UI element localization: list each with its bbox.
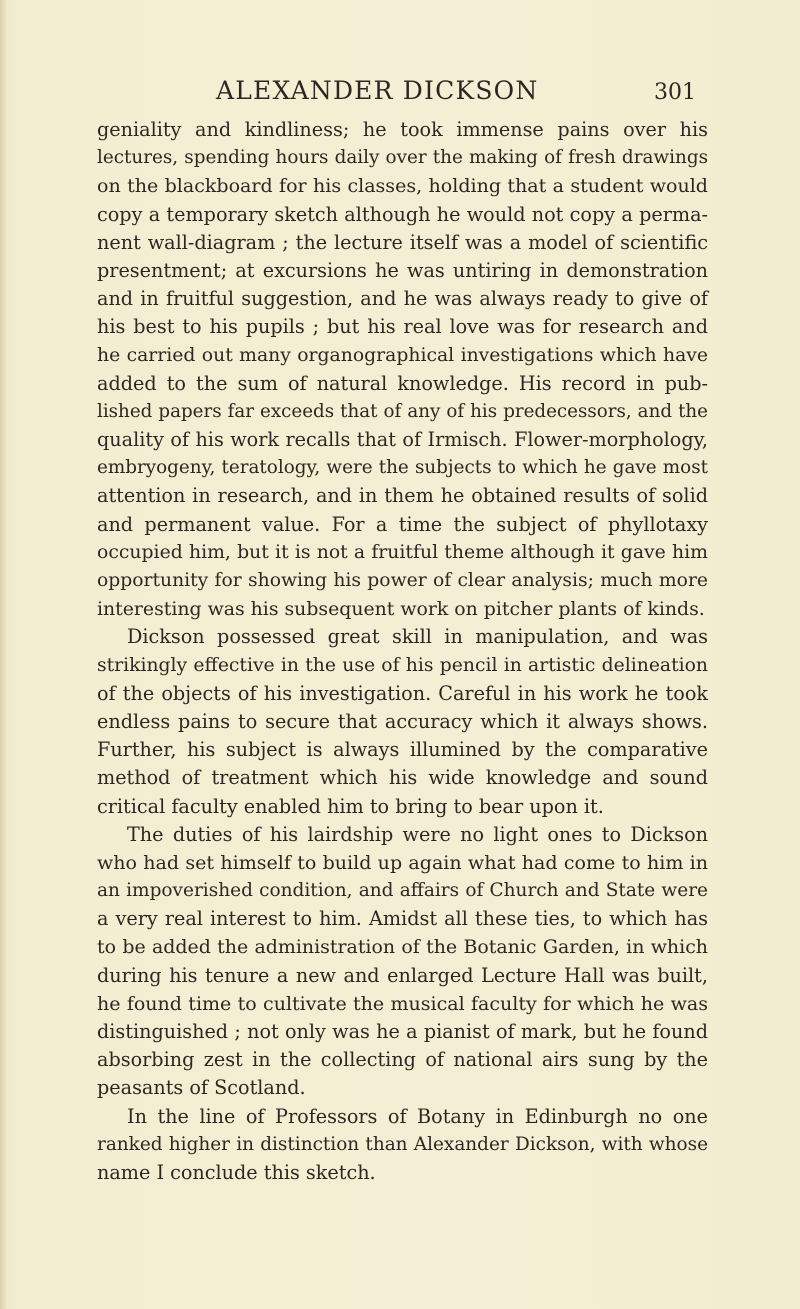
text-line: lished papers far exceeds that of any of his predecessors, and the [97,400,708,422]
text-line: strikingly effective in the use of his pencil in artistic delineation [97,654,708,676]
text-line: ranked higher in distinction than Alexander Dickson, with whose [97,1133,708,1155]
text-line: distinguished ; not only was he a pianist of mark, but he found [97,1020,708,1043]
text-line: during his tenure a new and enlarged Lecture Hall was built, [97,963,708,987]
text-line: who had set himself to build up again what had come to him in [97,851,708,874]
paragraph-end-line: critical faculty enabled him to bring to bear upon it. [97,794,604,818]
text-line: his best to his pupils ; but his real love was for research and [97,315,708,339]
text-line: he found time to cultivate the musical faculty for which he was [97,992,708,1015]
paragraph-end-line: peasants of Scotland. [97,1076,306,1100]
text-line: and permanent value. For a time the subject of phyllotaxy [97,512,708,536]
text-line: nent wall-diagram ; the lecture itself was a model of scientific [97,230,708,254]
text-line: quality of his work recalls that of Irmisch. Flower-morphology, [97,428,708,452]
text-line: opportunity for showing his power of clear analysis; much more [97,570,708,591]
text-line: absorbing zest in the collecting of national airs sung by the [97,1048,708,1072]
text-line: embryogeny, teratology, were the subjects to which he gave most [97,457,708,479]
text-line: presentment; at excursions he was untiring in demonstration [97,258,708,282]
text-line: a very real interest to him. Amidst all these ties, to which has [97,907,708,931]
body-text [97,116,708,1187]
text-line: and in fruitful suggestion, and he was always ready to give of [97,287,708,311]
text-line: he carried out many organographical investigations which have [97,344,708,366]
text-line: on the blackboard for his classes, holding that a student would [97,175,708,198]
text-line: an impoverished condition, and affairs of Church and State were [97,880,708,902]
paragraph-end-line: name I conclude this sketch. [97,1160,376,1184]
text-line: endless pains to secure that accuracy which it always shows. [97,709,708,733]
text-line: added to the sum of natural knowledge. His record in pub- [97,371,708,395]
text-line: geniality and kindliness; he took immense pains over his [97,118,708,141]
text-line: Further, his subject is always illumined by the comparative [97,738,708,762]
paragraph-start-line: Dickson possessed great skill in manipulation, and was [127,625,708,649]
page-number: 301 [654,80,696,105]
text-line: lectures, spending hours daily over the making of fresh drawings [97,147,708,169]
text-line: method of treatment which his wide knowledge and sound [97,766,708,790]
text-line: occupied him, but it is not a fruitful theme although it gave him [97,541,708,563]
text-line: attention in research, and in them he obtained results of solid [97,484,708,508]
paragraph-start-line: The duties of his lairdship were no light ones to Dickson [127,822,708,846]
page-edge [0,0,6,1309]
text-line: copy a temporary sketch although he would not copy a perma- [97,202,708,226]
running-head [96,76,696,106]
paragraph-end-line: interesting was his subsequent work on pitcher plants of kinds. [97,598,705,621]
text-line: of the objects of his investigation. Careful in his work he took [97,681,708,705]
running-title: ALEXANDER DICKSON [216,76,539,105]
paragraph-start-line: In the line of Professors of Botany in Edinburgh no one [127,1104,708,1128]
text-line: to be added the administration of the Botanic Garden, in which [97,936,708,959]
